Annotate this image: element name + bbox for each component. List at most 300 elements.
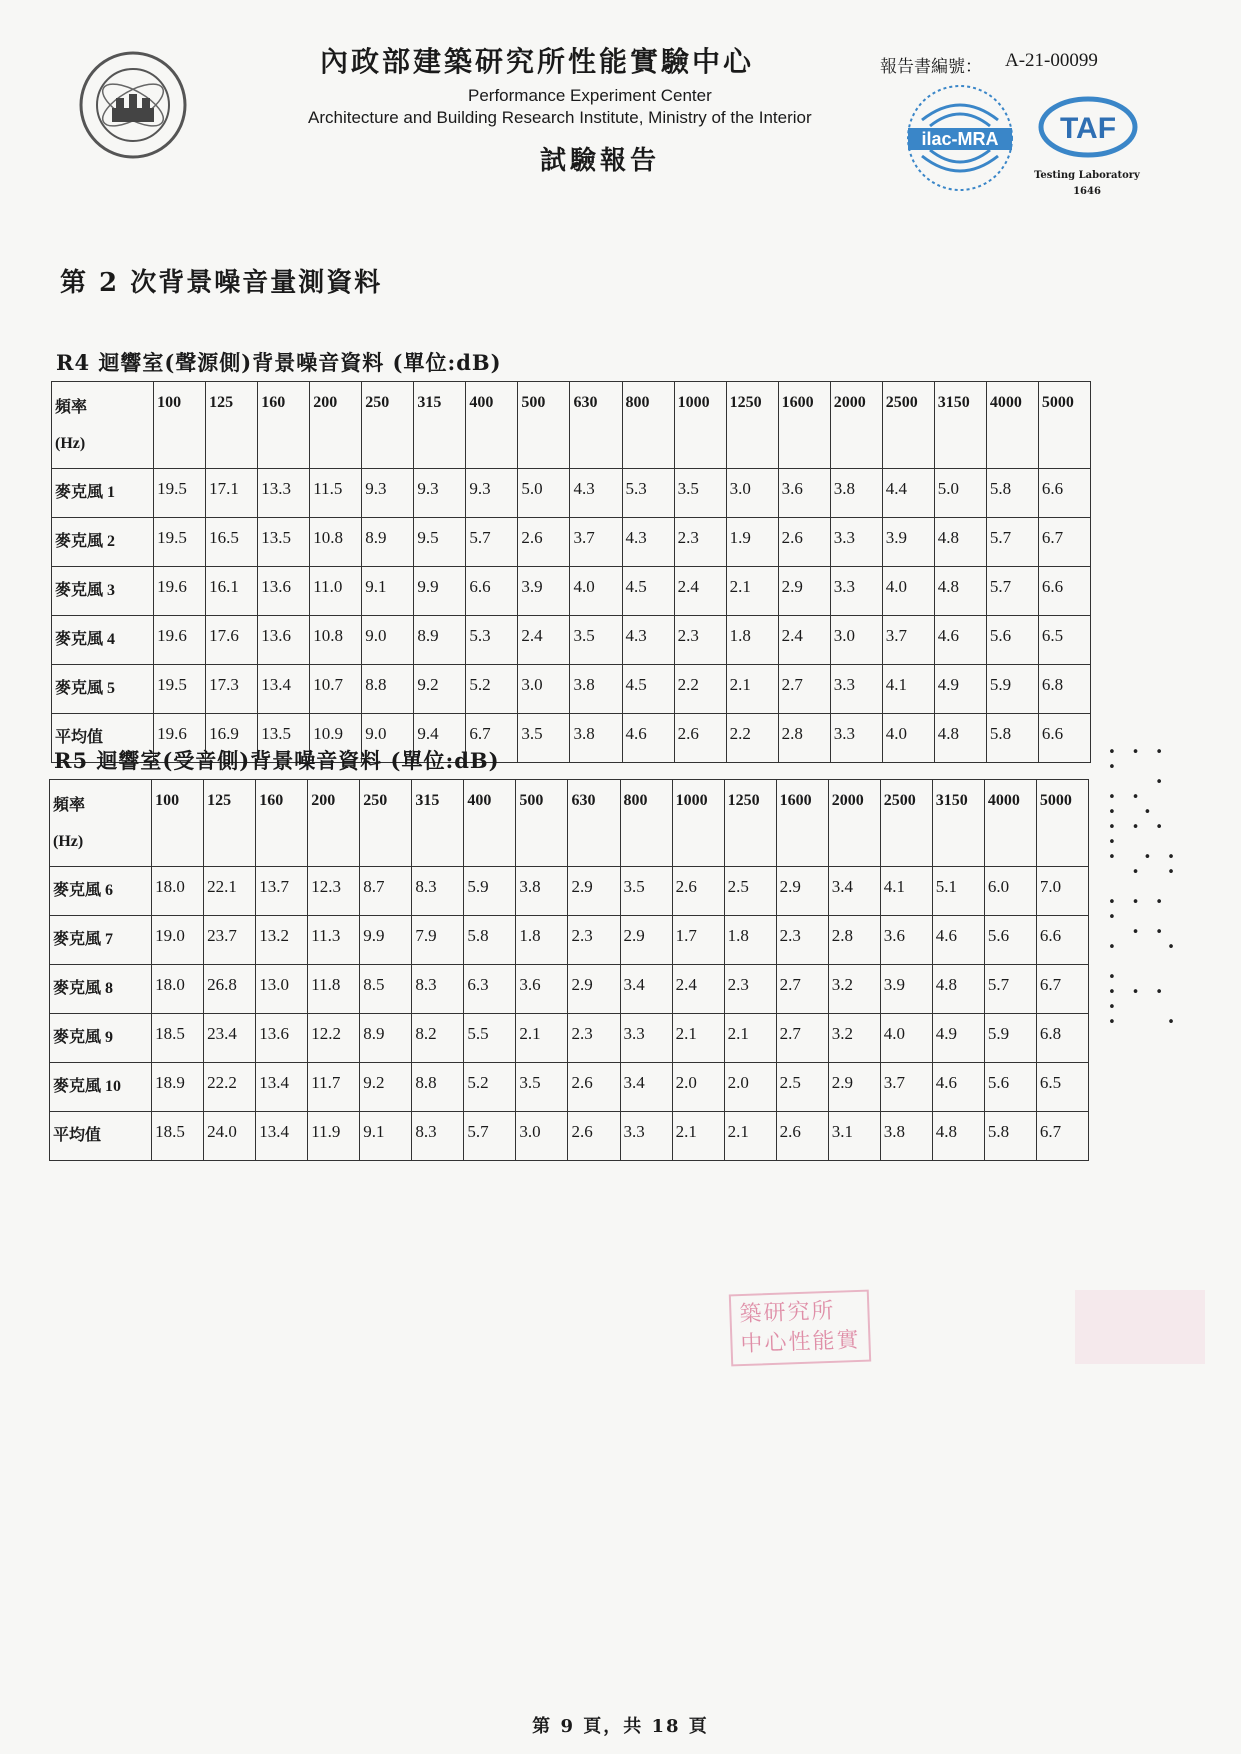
- frequency-header-cell: 5000: [1038, 382, 1090, 469]
- table-cell: 11.9: [308, 1112, 360, 1161]
- table-cell: 3.8: [570, 665, 622, 714]
- table-cell: 4.0: [570, 567, 622, 616]
- row-label: 麥克風 9: [50, 1014, 152, 1063]
- frequency-header-cell: 315: [414, 382, 466, 469]
- table-cell: 3.3: [620, 1112, 672, 1161]
- table-cell: 4.8: [934, 518, 986, 567]
- table-cell: 5.8: [984, 1112, 1036, 1161]
- table-cell: 6.8: [1038, 665, 1090, 714]
- frequency-header-cell: 800: [622, 382, 674, 469]
- stamp-bleed-mark: [1075, 1290, 1205, 1364]
- table-cell: 4.9: [932, 1014, 984, 1063]
- table-cell: 6.6: [466, 567, 518, 616]
- table-cell: 5.9: [984, 1014, 1036, 1063]
- table-cell: 8.3: [412, 965, 464, 1014]
- table-cell: 3.1: [828, 1112, 880, 1161]
- table-cell: 3.0: [518, 665, 570, 714]
- table-cell: 11.0: [310, 567, 362, 616]
- table-cell: 2.9: [778, 567, 830, 616]
- table-cell: 18.0: [152, 867, 204, 916]
- table-cell: 2.4: [674, 567, 726, 616]
- frequency-header-cell: 3150: [932, 780, 984, 867]
- frequency-header-label: 頻率 (Hz): [50, 780, 152, 867]
- row-label: 平均值: [52, 714, 154, 763]
- table-cell: 22.2: [204, 1063, 256, 1112]
- table-cell: 11.8: [308, 965, 360, 1014]
- row-label: 麥克風 8: [50, 965, 152, 1014]
- table-cell: 4.1: [882, 665, 934, 714]
- table-cell: 5.3: [622, 469, 674, 518]
- table-cell: 5.1: [932, 867, 984, 916]
- table-cell: 8.9: [362, 518, 414, 567]
- table-cell: 13.3: [258, 469, 310, 518]
- table-cell: 17.6: [206, 616, 258, 665]
- table-cell: 4.8: [934, 714, 986, 763]
- frequency-header-cell: 1600: [778, 382, 830, 469]
- table-cell: 3.9: [882, 518, 934, 567]
- table-cell: 18.5: [152, 1112, 204, 1161]
- table-cell: 2.5: [776, 1063, 828, 1112]
- binding-holes-decoration: • • • • • • •: [1108, 970, 1179, 1030]
- table-cell: 8.3: [412, 1112, 464, 1161]
- table-cell: 4.9: [934, 665, 986, 714]
- table-cell: 8.5: [360, 965, 412, 1014]
- table-cell: 8.7: [360, 867, 412, 916]
- frequency-header-cell: 500: [518, 382, 570, 469]
- table-cell: 2.9: [568, 965, 620, 1014]
- table-cell: 4.0: [880, 1014, 932, 1063]
- table-cell: 3.8: [830, 469, 882, 518]
- table-cell: 2.6: [778, 518, 830, 567]
- frequency-header-cell: 630: [570, 382, 622, 469]
- table-cell: 9.3: [414, 469, 466, 518]
- table-row: [52, 616, 1091, 665]
- frequency-header-cell: 100: [154, 382, 206, 469]
- frequency-header-cell: 500: [516, 780, 568, 867]
- table-cell: 1.8: [726, 616, 778, 665]
- table-cell: 6.6: [1038, 469, 1090, 518]
- table-cell: 10.7: [310, 665, 362, 714]
- table-cell: 4.8: [932, 965, 984, 1014]
- table-cell: 6.6: [1038, 567, 1090, 616]
- table-cell: 3.5: [570, 616, 622, 665]
- table-row: [52, 518, 1091, 567]
- table-cell: 5.0: [518, 469, 570, 518]
- table-cell: 1.7: [672, 916, 724, 965]
- table-cell: 2.2: [726, 714, 778, 763]
- table-cell: 19.6: [154, 616, 206, 665]
- row-label: 麥克風 1: [52, 469, 154, 518]
- row-label: 麥克風 3: [52, 567, 154, 616]
- table-cell: 2.8: [778, 714, 830, 763]
- table-cell: 6.7: [466, 714, 518, 763]
- table-cell: 3.0: [726, 469, 778, 518]
- row-label: 麥克風 10: [50, 1063, 152, 1112]
- row-label: 麥克風 6: [50, 867, 152, 916]
- table-cell: 4.3: [622, 616, 674, 665]
- table-cell: 13.4: [256, 1063, 308, 1112]
- table-cell: 1.8: [516, 916, 568, 965]
- table-cell: 11.5: [310, 469, 362, 518]
- table-cell: 9.3: [362, 469, 414, 518]
- institute-title-en-line1: Performance Experiment Center: [468, 86, 712, 105]
- taf-caption-line2: 1646: [1073, 186, 1101, 197]
- table-row: [50, 965, 1089, 1014]
- table-cell: 5.7: [464, 1112, 516, 1161]
- row-label: 麥克風 5: [52, 665, 154, 714]
- frequency-header-cell: 315: [412, 780, 464, 867]
- r4-table-caption: R4 迴響室(聲源側)背景噪音資料 (單位:dB): [56, 350, 502, 375]
- table-cell: 2.7: [776, 965, 828, 1014]
- table-row: [52, 665, 1091, 714]
- table-cell: 4.6: [622, 714, 674, 763]
- table-cell: 5.2: [466, 665, 518, 714]
- frequency-header-cell: 4000: [986, 382, 1038, 469]
- table-cell: 7.0: [1036, 867, 1088, 916]
- table-cell: 3.3: [620, 1014, 672, 1063]
- table-cell: 2.1: [516, 1014, 568, 1063]
- table-cell: 3.2: [828, 965, 880, 1014]
- table-cell: 2.4: [518, 616, 570, 665]
- table-cell: 8.2: [412, 1014, 464, 1063]
- official-seal-stamp: 築研究所 中心性能實: [729, 1290, 871, 1367]
- table-cell: 4.1: [880, 867, 932, 916]
- table-cell: 16.5: [206, 518, 258, 567]
- table-cell: 3.8: [570, 714, 622, 763]
- table-cell: 3.8: [516, 867, 568, 916]
- table-cell: 13.6: [256, 1014, 308, 1063]
- frequency-header-cell: 100: [152, 780, 204, 867]
- svg-text:ilac-MRA: ilac-MRA: [921, 129, 999, 149]
- table-cell: 6.6: [1036, 916, 1088, 965]
- table-cell: 13.6: [258, 567, 310, 616]
- table-cell: 4.8: [934, 567, 986, 616]
- table-cell: 5.7: [986, 518, 1038, 567]
- table-cell: 3.9: [880, 965, 932, 1014]
- table-cell: 9.1: [360, 1112, 412, 1161]
- table-cell: 4.6: [932, 916, 984, 965]
- frequency-header-cell: 250: [362, 382, 414, 469]
- taf-caption-line1: Testing Laboratory: [1034, 170, 1140, 181]
- frequency-header-cell: 400: [466, 382, 518, 469]
- table-cell: 5.9: [464, 867, 516, 916]
- table-cell: 18.5: [152, 1014, 204, 1063]
- table-cell: 8.3: [412, 867, 464, 916]
- table-cell: 2.6: [674, 714, 726, 763]
- institute-title-cn: 內政部建築研究所性能實驗中心: [320, 45, 755, 78]
- table-cell: 6.3: [464, 965, 516, 1014]
- table-cell: 2.3: [724, 965, 776, 1014]
- table-cell: 5.8: [464, 916, 516, 965]
- table-cell: 17.1: [206, 469, 258, 518]
- table-row: [52, 469, 1091, 518]
- table-cell: 7.9: [412, 916, 464, 965]
- table-cell: 2.3: [568, 1014, 620, 1063]
- frequency-header-cell: 200: [308, 780, 360, 867]
- section-heading: 第 2 次背景噪音量測資料: [60, 268, 383, 298]
- table-cell: 9.0: [362, 714, 414, 763]
- r5-table-caption: R5 迴響室(受音側)背景噪音資料 (單位:dB): [54, 748, 500, 773]
- table-cell: 3.0: [516, 1112, 568, 1161]
- frequency-header-cell: 4000: [984, 780, 1036, 867]
- institute-title-en-line2: Architecture and Building Research Institute, Ministry of the Interior: [308, 108, 812, 127]
- table-cell: 11.3: [308, 916, 360, 965]
- table-cell: 2.9: [776, 867, 828, 916]
- table-cell: 3.6: [880, 916, 932, 965]
- table-cell: 13.6: [258, 616, 310, 665]
- table-cell: 3.7: [882, 616, 934, 665]
- r5-background-noise-table: [49, 779, 1089, 1161]
- table-cell: 8.9: [414, 616, 466, 665]
- table-cell: 2.7: [778, 665, 830, 714]
- table-cell: 9.9: [414, 567, 466, 616]
- table-cell: 2.6: [568, 1063, 620, 1112]
- taf-logo: [1038, 96, 1138, 158]
- table-cell: 5.7: [984, 965, 1036, 1014]
- table-cell: 2.1: [724, 1112, 776, 1161]
- table-cell: 2.1: [726, 665, 778, 714]
- frequency-header-cell: 1250: [724, 780, 776, 867]
- table-cell: 2.3: [674, 616, 726, 665]
- table-cell: 16.1: [206, 567, 258, 616]
- frequency-header-cell: 2000: [830, 382, 882, 469]
- table-cell: 5.2: [464, 1063, 516, 1112]
- table-cell: 3.6: [778, 469, 830, 518]
- row-label: 麥克風 4: [52, 616, 154, 665]
- frequency-header-cell: 250: [360, 780, 412, 867]
- table-cell: 4.6: [932, 1063, 984, 1112]
- table-cell: 13.0: [256, 965, 308, 1014]
- table-cell: 4.3: [570, 469, 622, 518]
- table-cell: 18.9: [152, 1063, 204, 1112]
- report-number-label: 報告書編號：: [880, 57, 982, 77]
- table-cell: 2.2: [674, 665, 726, 714]
- table-cell: 2.1: [724, 1014, 776, 1063]
- frequency-header-cell: 3150: [934, 382, 986, 469]
- table-cell: 6.8: [1036, 1014, 1088, 1063]
- table-cell: 2.6: [518, 518, 570, 567]
- table-cell: 3.9: [518, 567, 570, 616]
- table-cell: 2.9: [828, 1063, 880, 1112]
- table-cell: 8.8: [412, 1063, 464, 1112]
- frequency-header-cell: 1600: [776, 780, 828, 867]
- table-cell: 12.3: [308, 867, 360, 916]
- table-cell: 13.5: [258, 518, 310, 567]
- table-cell: 1.8: [724, 916, 776, 965]
- table-cell: 3.3: [830, 665, 882, 714]
- frequency-header-row: [52, 382, 1091, 469]
- table-cell: 2.0: [672, 1063, 724, 1112]
- frequency-header-cell: 800: [620, 780, 672, 867]
- table-cell: 5.9: [986, 665, 1038, 714]
- binding-holes-decoration: • • • • • • • •: [1108, 895, 1179, 955]
- table-cell: 2.4: [778, 616, 830, 665]
- ilac-mra-logo: [902, 80, 1018, 196]
- table-cell: 2.3: [674, 518, 726, 567]
- table-cell: 13.4: [256, 1112, 308, 1161]
- table-cell: 12.2: [308, 1014, 360, 1063]
- table-cell: 16.9: [206, 714, 258, 763]
- table-cell: 5.6: [984, 1063, 1036, 1112]
- table-cell: 4.5: [622, 665, 674, 714]
- table-cell: 2.0: [724, 1063, 776, 1112]
- table-cell: 9.0: [362, 616, 414, 665]
- table-cell: 3.7: [570, 518, 622, 567]
- frequency-header-row: [50, 780, 1089, 867]
- table-cell: 23.4: [204, 1014, 256, 1063]
- table-cell: 2.7: [776, 1014, 828, 1063]
- table-cell: 3.4: [828, 867, 880, 916]
- table-cell: 1.9: [726, 518, 778, 567]
- frequency-header-cell: 1000: [672, 780, 724, 867]
- table-cell: 3.4: [620, 965, 672, 1014]
- table-cell: 6.7: [1036, 1112, 1088, 1161]
- table-cell: 9.2: [414, 665, 466, 714]
- binding-holes-decoration: • • • • • • • • •: [1108, 820, 1179, 880]
- table-cell: 3.3: [830, 714, 882, 763]
- table-cell: 2.3: [776, 916, 828, 965]
- frequency-header-cell: 1250: [726, 382, 778, 469]
- table-cell: 10.8: [310, 518, 362, 567]
- table-cell: 19.5: [154, 518, 206, 567]
- table-cell: 10.9: [310, 714, 362, 763]
- table-cell: 8.9: [360, 1014, 412, 1063]
- table-cell: 17.3: [206, 665, 258, 714]
- table-cell: 13.2: [256, 916, 308, 965]
- frequency-header-cell: 200: [310, 382, 362, 469]
- table-cell: 6.5: [1036, 1063, 1088, 1112]
- table-cell: 9.3: [466, 469, 518, 518]
- table-cell: 2.1: [672, 1014, 724, 1063]
- table-cell: 3.3: [830, 567, 882, 616]
- table-cell: 6.5: [1038, 616, 1090, 665]
- table-cell: 9.2: [360, 1063, 412, 1112]
- table-cell: 6.7: [1036, 965, 1088, 1014]
- table-cell: 9.4: [414, 714, 466, 763]
- table-cell: 6.0: [984, 867, 1036, 916]
- table-cell: 4.0: [882, 714, 934, 763]
- table-cell: 2.9: [620, 916, 672, 965]
- table-cell: 5.8: [986, 714, 1038, 763]
- table-cell: 5.7: [466, 518, 518, 567]
- table-cell: 3.7: [880, 1063, 932, 1112]
- table-row: [50, 916, 1089, 965]
- table-cell: 8.8: [362, 665, 414, 714]
- frequency-header-cell: 1000: [674, 382, 726, 469]
- table-cell: 3.5: [518, 714, 570, 763]
- frequency-header-cell: 160: [256, 780, 308, 867]
- table-cell: 18.0: [152, 965, 204, 1014]
- frequency-header-label: 頻率 (Hz): [52, 382, 154, 469]
- table-cell: 9.5: [414, 518, 466, 567]
- table-cell: 3.6: [516, 965, 568, 1014]
- table-cell: 2.5: [724, 867, 776, 916]
- frequency-header-cell: 160: [258, 382, 310, 469]
- r4-background-noise-table: [51, 381, 1091, 763]
- table-cell: 4.4: [882, 469, 934, 518]
- table-cell: 3.5: [516, 1063, 568, 1112]
- table-cell: 19.0: [152, 916, 204, 965]
- table-cell: 6.7: [1038, 518, 1090, 567]
- table-cell: 4.3: [622, 518, 674, 567]
- table-cell: 2.6: [776, 1112, 828, 1161]
- table-cell: 4.6: [934, 616, 986, 665]
- table-cell: 13.4: [258, 665, 310, 714]
- table-cell: 19.6: [154, 714, 206, 763]
- table-cell: 24.0: [204, 1112, 256, 1161]
- table-cell: 2.8: [828, 916, 880, 965]
- table-cell: 3.5: [620, 867, 672, 916]
- table-cell: 2.6: [672, 867, 724, 916]
- table-cell: 2.9: [568, 867, 620, 916]
- table-cell: 3.8: [880, 1112, 932, 1161]
- table-row: [50, 867, 1089, 916]
- table-cell: 5.6: [986, 616, 1038, 665]
- table-cell: 6.6: [1038, 714, 1090, 763]
- table-cell: 3.2: [828, 1014, 880, 1063]
- table-cell: 2.3: [568, 916, 620, 965]
- table-cell: 4.8: [932, 1112, 984, 1161]
- table-cell: 5.0: [934, 469, 986, 518]
- table-cell: 5.3: [466, 616, 518, 665]
- frequency-header-cell: 630: [568, 780, 620, 867]
- table-cell: 2.6: [568, 1112, 620, 1161]
- table-row: [50, 1063, 1089, 1112]
- table-cell: 3.0: [830, 616, 882, 665]
- table-cell: 2.1: [726, 567, 778, 616]
- svg-text:TAF: TAF: [1059, 112, 1117, 145]
- table-cell: 4.0: [882, 567, 934, 616]
- table-cell: 13.5: [258, 714, 310, 763]
- table-cell: 22.1: [204, 867, 256, 916]
- table-cell: 10.8: [310, 616, 362, 665]
- table-cell: 3.4: [620, 1063, 672, 1112]
- table-cell: 4.5: [622, 567, 674, 616]
- row-label: 麥克風 7: [50, 916, 152, 965]
- frequency-header-cell: 2500: [880, 780, 932, 867]
- page-number-footer: 第 9 頁，共 18 頁: [532, 1716, 709, 1737]
- frequency-header-cell: 2500: [882, 382, 934, 469]
- table-row: [52, 567, 1091, 616]
- table-cell: 26.8: [204, 965, 256, 1014]
- frequency-header-cell: 400: [464, 780, 516, 867]
- table-cell: 2.1: [672, 1112, 724, 1161]
- table-cell: 9.1: [362, 567, 414, 616]
- abri-seal-logo: [78, 50, 188, 160]
- table-cell: 13.7: [256, 867, 308, 916]
- table-cell: 3.5: [674, 469, 726, 518]
- frequency-header-cell: 5000: [1036, 780, 1088, 867]
- row-label: 平均值: [50, 1112, 152, 1161]
- table-cell: 3.3: [830, 518, 882, 567]
- table-cell: 19.5: [154, 665, 206, 714]
- table-cell: 9.9: [360, 916, 412, 965]
- report-number: A-21-00099: [1005, 50, 1098, 71]
- binding-holes-decoration: • • • • • • • • •: [1108, 745, 1168, 820]
- table-cell: 19.5: [154, 469, 206, 518]
- frequency-header-cell: 125: [206, 382, 258, 469]
- table-cell: 5.5: [464, 1014, 516, 1063]
- table-row: [50, 1014, 1089, 1063]
- frequency-header-cell: 2000: [828, 780, 880, 867]
- report-title: 試驗報告: [540, 146, 661, 176]
- table-cell: 19.6: [154, 567, 206, 616]
- table-row: [50, 1112, 1089, 1161]
- table-cell: 5.8: [986, 469, 1038, 518]
- table-cell: 11.7: [308, 1063, 360, 1112]
- table-cell: 5.7: [986, 567, 1038, 616]
- table-cell: 5.6: [984, 916, 1036, 965]
